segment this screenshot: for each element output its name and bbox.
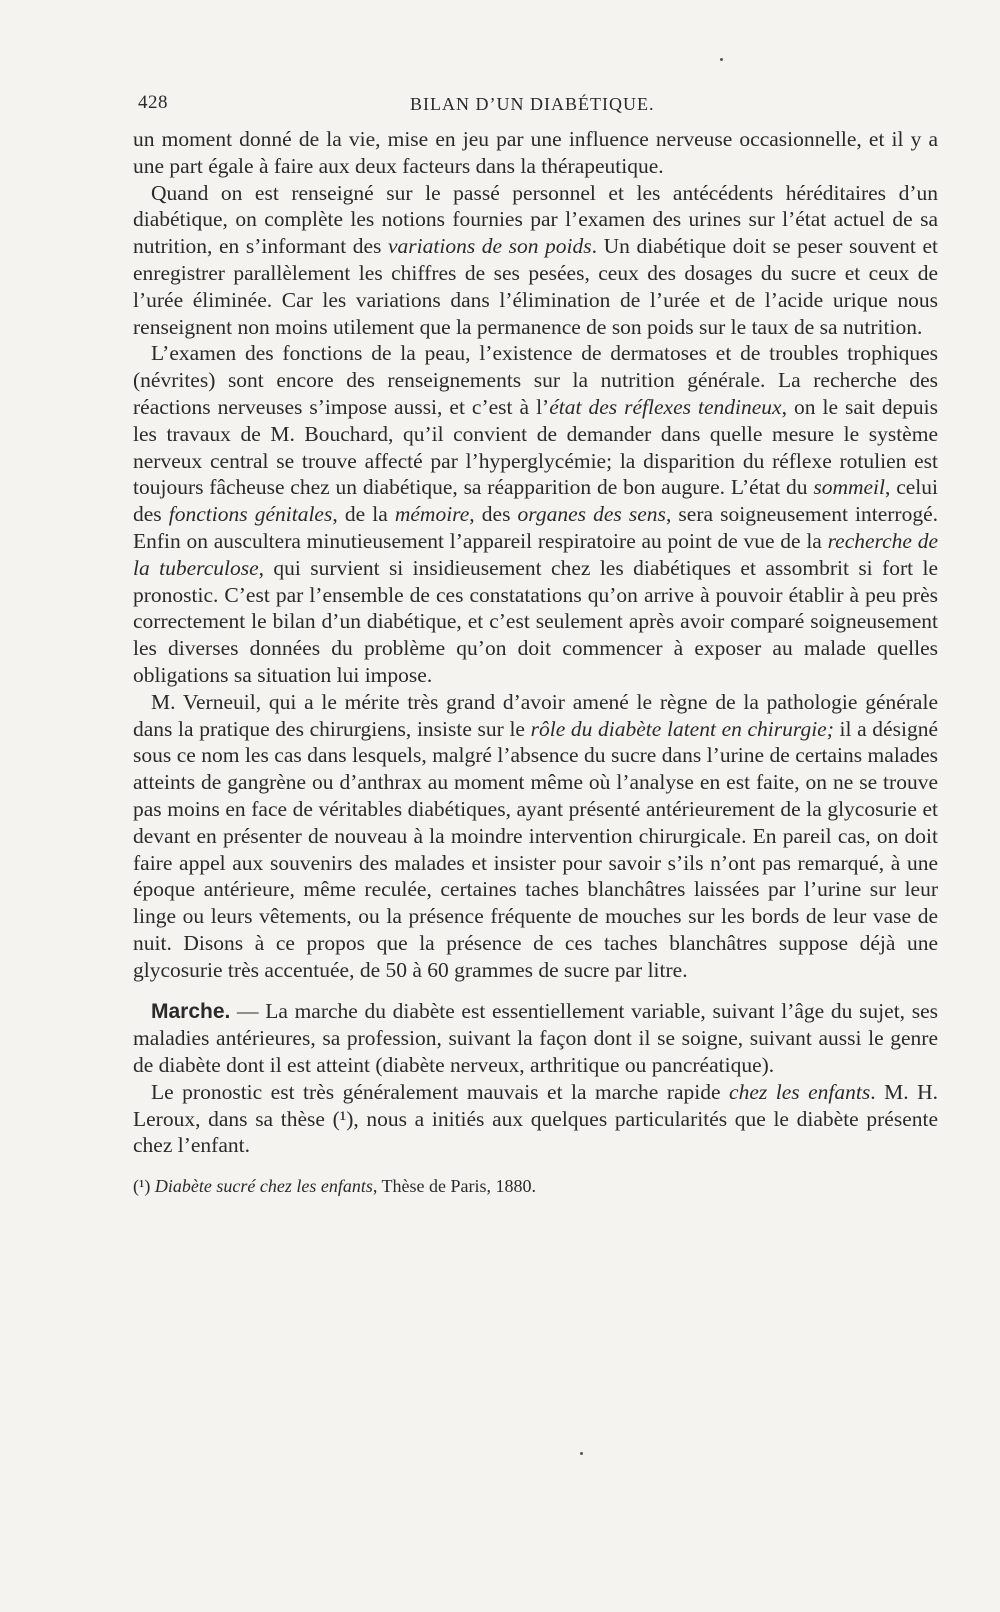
paragraph-3-text-e: , des: [469, 502, 518, 527]
paragraph-2: [133, 180, 938, 341]
paragraph-3: [133, 340, 938, 688]
print-speck: [720, 58, 723, 61]
section-heading-marche: Marche.: [151, 999, 231, 1023]
paragraph-3-text-g: , qui survient si insidieusement chez les diabétiques et assombrit si fort le pronostic. C’est par l’ensemble de ces constatations qu’on arrive à pouvoir établir à peu près correctement le bilan d’un diabétique, et c’est seulement après avoir comparé soigneusement les diverses données du problème qu’on doit commencer à exposer au malade quelles obligations sa situation lui impose.: [133, 555, 939, 687]
paragraph-4: [133, 689, 938, 984]
emphasis-reflexes: état des réflexes tendineux: [549, 394, 782, 419]
running-head: [133, 86, 938, 126]
emphasis-variations-poids: variations de son poids: [387, 234, 592, 259]
paragraph-4-text-b: il a désigné sous ce nom les cas dans lesquels, malgré l’absence du sucre dans l’urine de certains malades atteints de gangrène ou d’anthrax au moment même où l’analyse en est faite, on ne se trouve pas moins en face de véritables diabétiques, ayant présenté antérieurement de la glycosurie et devant en présenter de nouveau à la moindre intervention chirurgicale. En pareil cas, on doit faire appel aux souvenirs des malades et insister pour savoir s’ils n’ont pas remarqué, à une époque antérieure, même reculée, certaines taches blanchâtres laissées par l’urine sur leur linge ou leurs vêtements, ou la présence fréquente de mouches sur les bords de leur vase de nuit. Disons à ce propos que la présence de ces taches blanchâtres suppose déjà une glycosurie très accentuée, de 50 à 60 grammes de sucre par litre.: [133, 716, 938, 982]
emphasis-chez-enfants: chez les enfants: [729, 1079, 871, 1104]
emphasis-organes-sens: organes des sens: [517, 502, 666, 527]
paragraph-4-text-a: M. Verneuil, qui a le mérite très grand d’avoir amené le règne de la pathologie générale dans la pratique des chirurgiens, insiste sur le: [133, 689, 938, 741]
emphasis-fonctions-genitales: fonctions génitales: [168, 502, 333, 527]
paragraph-3-text-b: , on le sait depuis les travaux de M. Bouchard, qu’il convient de demander dans quelle mesure le système nerveux central se trouve affecté par l’hyperglycémie; la disparition du réflexe rotulien est toujours fâcheuse chez un diabétique, sa réapparition de bon augure. L’état du: [133, 394, 938, 500]
paragraph-6-text-a: Le pronostic est très généralement mauvais et la marche rapide: [151, 1079, 730, 1104]
footnote: [133, 1175, 938, 1197]
emphasis-diabete-latent: rôle du diabète latent en chirurgie;: [530, 716, 834, 741]
paragraph-1-text: un moment donné de la vie, mise en jeu par une influence nerveuse occasionnelle, et il y a une part égale à faire aux deux facteurs dans la thérapeutique.: [133, 127, 938, 178]
footnote-title: Diabète sucré chez les enfants: [154, 1176, 373, 1197]
paragraph-3-text-d: , de la: [332, 502, 395, 527]
footnote-marker: (¹): [133, 1176, 155, 1197]
running-title: BILAN D’UN DIABÉTIQUE.: [410, 94, 655, 114]
paragraph-3-text-f: , sera soigneusement interrogé. Enfin on auscultera minutieusement l’appareil respiratoire au point de vue de la: [133, 502, 939, 553]
emphasis-sommeil: sommeil: [813, 475, 886, 500]
paragraph-5-text: — La marche du diabète est essentiellement variable, suivant l’âge du sujet, ses maladies antérieures, sa profession, suivant la façon dont il se soigne, suivant aussi le genre de diabète dont il est atteint (diabète nerveux, arthritique ou pancréatique).: [133, 998, 938, 1078]
footnote-rest: , Thèse de Paris, 1880.: [372, 1176, 536, 1197]
paragraph-3-text-a: L’examen des fonctions de la peau, l’existence de dermatoses et de troubles trophiques (névrites) sont encore des renseignements sur la nutrition générale. La recherche des réactions nerveuses s’impose aussi, et c’est à l’: [133, 341, 938, 419]
print-speck: [580, 1452, 583, 1455]
paragraph-3-text-c: , celui des: [133, 475, 938, 527]
body-text: [133, 126, 938, 1159]
paragraph-2-text-a: Quand on est renseigné sur le passé personnel et les antécédents héréditaires d’un diabétique, on complète les notions fournies par l’examen des urines sur l’état actuel de sa nutrition, en s’informant des: [133, 180, 938, 259]
paragraph-6-text-b: . M. H. Leroux, dans sa thèse (¹), nous a initiés aux quelques particularités que le diabète présente chez l’enfant.: [133, 1079, 938, 1158]
section-gap: [133, 984, 938, 998]
emphasis-tuberculose: recherche de la tuberculose: [133, 528, 938, 580]
paragraph-6: [133, 1079, 938, 1159]
emphasis-memoire: mémoire: [394, 502, 470, 527]
paragraph-2-text-b: . Un diabétique doit se peser souvent et enregistrer parallèlement les chiffres de ses pesées, ceux des dosages du sucre et ceux de l’urée éliminée. Car les variations dans l’élimination de l’urée et de l’acide urique nous renseignent non moins utilement que la permanence de son poids sur le taux de sa nutrition.: [133, 234, 938, 339]
paragraph-1: [133, 126, 938, 180]
paragraph-marche: [133, 998, 938, 1079]
page-number: 428: [138, 92, 168, 113]
